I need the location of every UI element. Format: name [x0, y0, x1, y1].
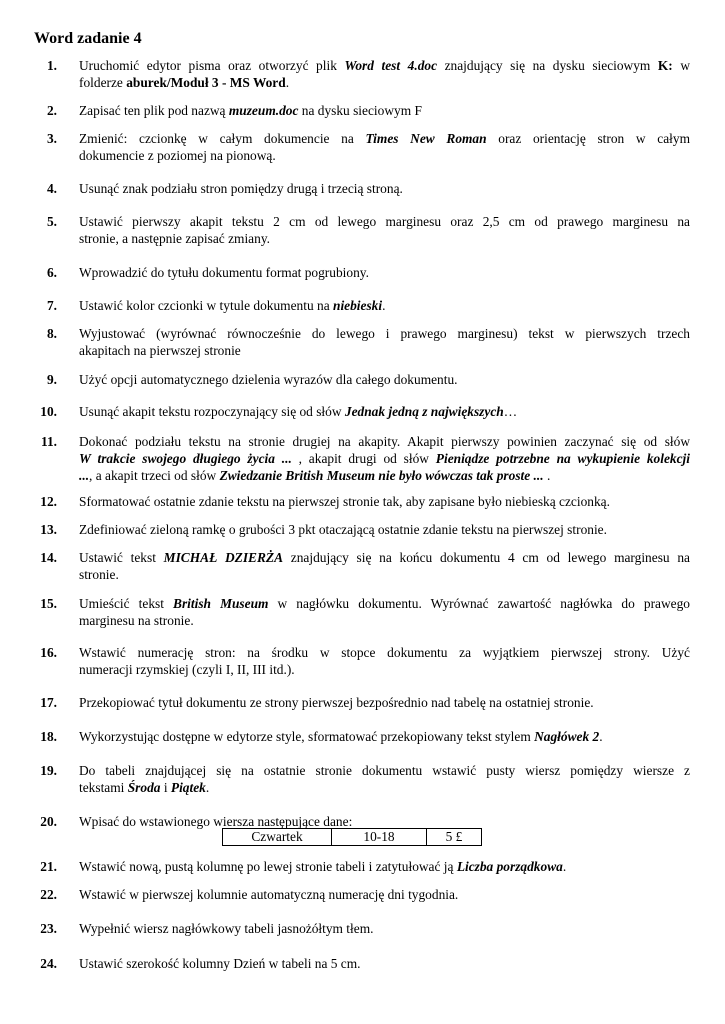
item-line: Wypełnić wiersz nagłówkowy tabeli jasnożółtym tłem.: [79, 921, 374, 936]
item-text: [79, 102, 690, 119]
table-cell-price: 5 £: [427, 829, 482, 846]
item-text: [79, 595, 690, 629]
item-text: [79, 130, 690, 164]
bold-text: K:: [657, 58, 673, 73]
item-line: Wyjustować (wyrównać równocześnie do lewego i prawego marginesu) tekst w pierwszych trzech: [79, 326, 690, 341]
item-line: stronie, a następnie zapisać zmiany.: [79, 231, 270, 246]
item-line: Wstawić nową, pustą kolumnę po lewej stronie tabeli i zatytułować ją Liczba porządkowa.: [79, 859, 567, 874]
item-line: stronie.: [79, 567, 119, 582]
item-line: W trakcie swojego długiego życia ... , akapit drugi od słów Pieniądze potrzebne na wykupienie kolekcji: [79, 451, 690, 466]
item-line: Ustawić szerokość kolumny Dzień w tabeli na 5 cm.: [79, 956, 361, 971]
item-line: Zdefiniować zieloną ramkę o grubości 3 pkt otaczającą ostatnie zdanie tekstu na pierwszej stronie.: [79, 522, 607, 537]
item-text: [79, 858, 690, 875]
item-line: dokumencie z poziomej na pionową.: [79, 148, 276, 163]
item-number: 7.: [46, 298, 57, 313]
item-number: 6.: [46, 265, 57, 280]
emphasis-text: MICHAŁ DZIERŻA: [163, 550, 284, 565]
item-number: 22.: [40, 887, 57, 902]
item-number: 16.: [40, 645, 57, 660]
item-line: Umieścić tekst British Museum w nagłówku dokumentu. Wyrównać zawartość nagłówka do prawego: [79, 596, 690, 611]
item-number: 14.: [40, 550, 57, 565]
item-line: Ustawić tekst MICHAŁ DZIERŻA znajdujący się na końcu dokumentu 4 cm od lewego marginesu na: [79, 550, 690, 565]
item-line: Przekopiować tytuł dokumentu ze strony pierwszej bezpośrednio nad tabelę na ostatniej stronie.: [79, 695, 594, 710]
item-line: Uruchomić edytor pisma oraz otworzyć plik Word test 4.doc znajdujący się na dysku sieciowym K: w: [79, 58, 690, 73]
item-text: [79, 728, 690, 745]
item-text: [79, 213, 690, 247]
item-number: 10.: [40, 404, 57, 419]
emphasis-text: Zwiedzanie British Museum nie było wówczas tak proste ...: [219, 468, 544, 483]
emphasis-text: Jednak jedną z największych: [344, 404, 504, 419]
table-cell-day: Czwartek: [223, 829, 332, 846]
item-text: [79, 264, 690, 281]
item-number: 23.: [40, 921, 57, 936]
item-text: [79, 180, 690, 197]
item-text: [79, 493, 690, 510]
emphasis-text: Piątek: [170, 780, 206, 795]
item-number: 12.: [40, 494, 57, 509]
item-line: Ustawić pierwszy akapit tekstu 2 cm od lewego marginesu oraz 2,5 cm od prawego marginesu na: [79, 214, 690, 229]
item-number: 3.: [46, 131, 57, 146]
item-line: Ustawić kolor czcionki w tytule dokumentu na niebieski.: [79, 298, 386, 313]
item-text: [79, 403, 690, 420]
item-text: [79, 57, 690, 91]
item-line: tekstami Środa i Piątek.: [79, 780, 210, 795]
item-text: [79, 955, 690, 972]
item-line: Usunąć akapit tekstu rozpoczynający się od słów Jednak jedną z największych…: [79, 404, 518, 419]
item-line: Wstawić w pierwszej kolumnie automatyczną numerację dni tygodnia.: [79, 887, 459, 902]
emphasis-text: muzeum.doc: [228, 103, 299, 118]
item-line: ..., a akapit trzeci od słów Zwiedzanie British Museum nie było wówczas tak proste ... .: [79, 468, 551, 483]
item-text: [79, 644, 690, 678]
item-line: Sformatować ostatnie zdanie tekstu na pierwszej stronie tak, aby zapisane było niebieską czcionką.: [79, 494, 610, 509]
emphasis-text: Liczba porządkowa: [456, 859, 563, 874]
emphasis-text: Nagłówek 2: [534, 729, 600, 744]
emphasis-text: Środa: [127, 780, 161, 795]
emphasis-text: Pieniądze potrzebne na wykupienie kolekcji: [435, 451, 690, 466]
item-text: [79, 886, 690, 903]
item-text: [79, 297, 690, 314]
emphasis-text: ...: [79, 468, 90, 483]
item-number: 8.: [46, 326, 57, 341]
item-number: 17.: [40, 695, 57, 710]
item-number: 24.: [40, 956, 57, 971]
item-number: 5.: [46, 214, 57, 229]
item-text: [79, 920, 690, 937]
item-line: Zmienić: czcionkę w całym dokumencie na Times New Roman oraz orientację stron w całym: [79, 131, 690, 146]
item-text: [79, 433, 690, 484]
document-title: Word zadanie 4: [34, 30, 142, 47]
item-line: Dokonać podziału tekstu na stronie drugiej na akapity. Akapit pierwszy powinien zaczynać się od słów: [79, 434, 690, 449]
item-line: Zapisać ten plik pod nazwą muzeum.doc na dysku sieciowym F: [79, 103, 422, 118]
item-number: 4.: [46, 181, 57, 196]
data-table: [222, 828, 482, 846]
item-number: 18.: [40, 729, 57, 744]
item-text: [79, 694, 690, 711]
item-number: 19.: [40, 763, 57, 778]
item-line: Wstawić numerację stron: na środku w stopce dokumentu za wyjątkiem pierwszej strony. Użyć: [79, 645, 690, 660]
item-number: 11.: [41, 434, 57, 449]
item-text: [79, 371, 690, 388]
emphasis-text: niebieski: [333, 298, 383, 313]
item-text: [79, 549, 690, 583]
bold-text: aburek/Moduł 3 - MS Word: [126, 75, 286, 90]
emphasis-text: British Museum: [173, 596, 269, 611]
item-number: 21.: [40, 859, 57, 874]
item-line: numeracji rzymskiej (czyli I, II, III itd.).: [79, 662, 295, 677]
item-line: Wprowadzić do tytułu dokumentu format pogrubiony.: [79, 265, 369, 280]
item-text: [79, 325, 690, 359]
item-number: 2.: [46, 103, 57, 118]
item-number: 13.: [40, 522, 57, 537]
table-row: [223, 829, 482, 846]
item-line: Użyć opcji automatycznego dzielenia wyrazów dla całego dokumentu.: [79, 372, 458, 387]
item-line: marginesu na stronie.: [79, 613, 194, 628]
item-line: akapitach na pierwszej stronie: [79, 343, 241, 358]
item-number: 20.: [40, 814, 57, 829]
emphasis-text: Times New Roman: [365, 131, 487, 146]
item-line: Usunąć znak podziału stron pomiędzy drugą i trzecią stroną.: [79, 181, 403, 196]
item-number: 15.: [40, 596, 57, 611]
item-text: [79, 762, 690, 796]
item-line: folderze aburek/Moduł 3 - MS Word.: [79, 75, 290, 90]
item-number: 1.: [46, 58, 57, 73]
table-cell-hours: 10-18: [332, 829, 427, 846]
item-line: Wykorzystując dostępne w edytorze style, sformatować przekopiowany tekst stylem Nagłówek 2.: [79, 729, 603, 744]
item-line: Wpisać do wstawionego wiersza następujące dane:: [79, 814, 353, 829]
emphasis-text: Word test 4.doc: [344, 58, 438, 73]
item-line: Do tabeli znajdującej się na ostatnie stronie dokumentu wstawić pusty wiersz pomiędzy wiersze z: [79, 763, 690, 778]
item-text: [79, 521, 690, 538]
emphasis-text: W trakcie swojego długiego życia ...: [79, 451, 292, 466]
item-number: 9.: [46, 372, 57, 387]
